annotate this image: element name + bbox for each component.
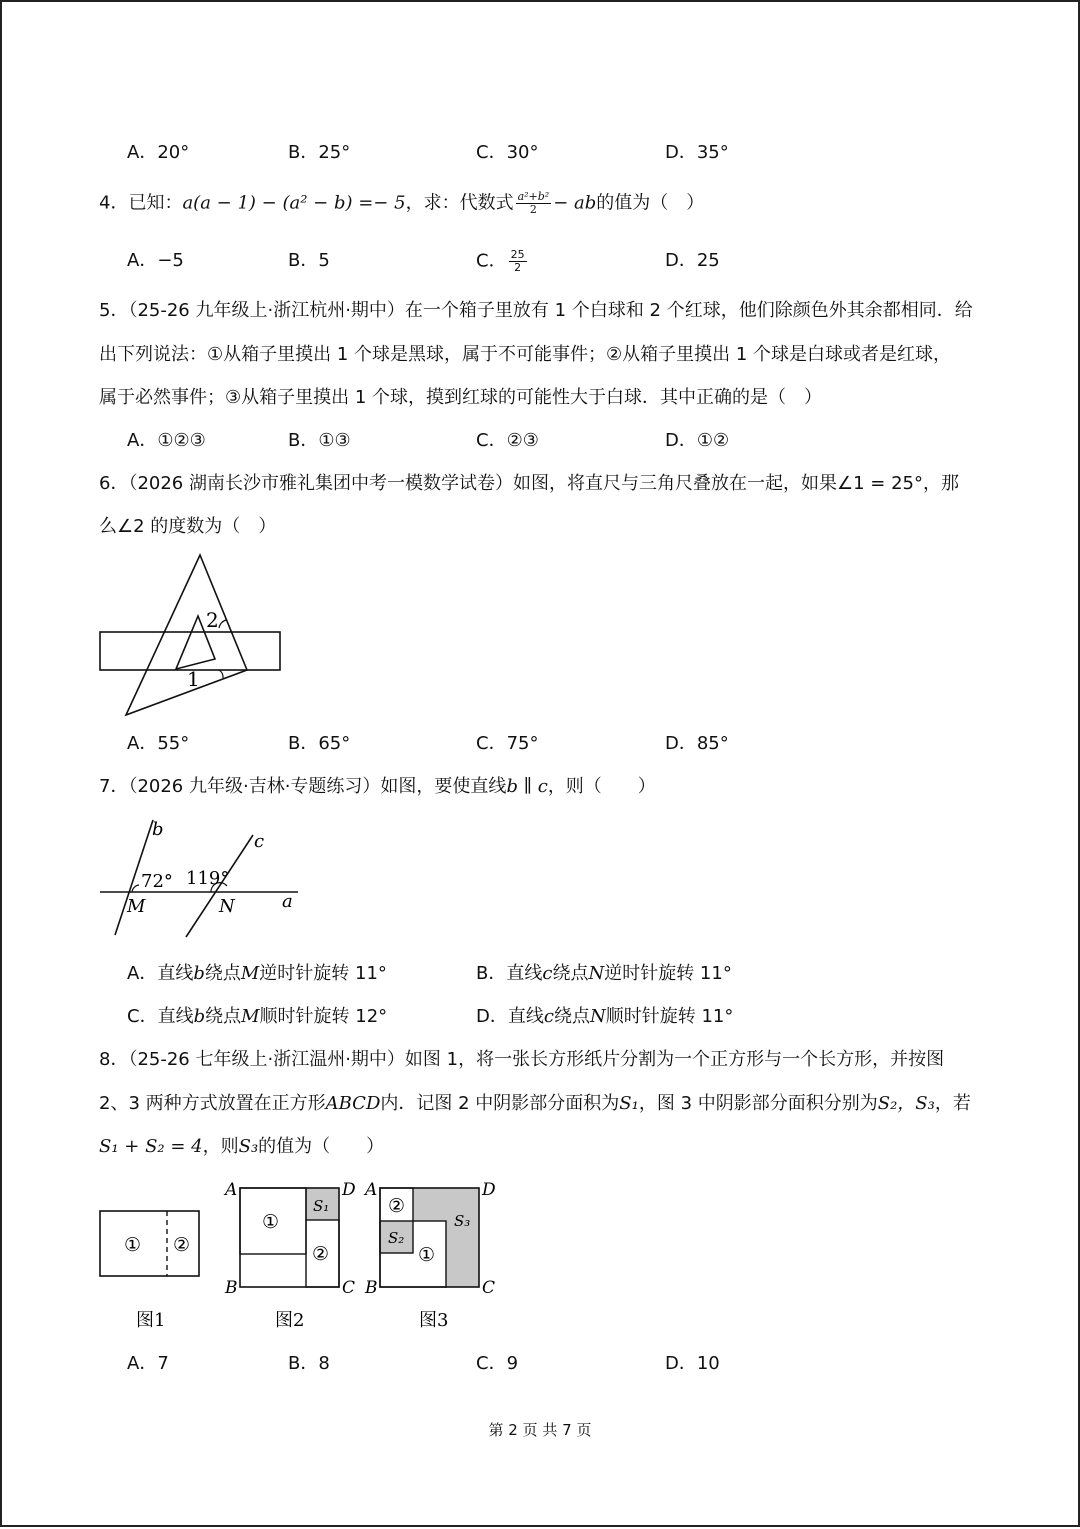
q4-fraction-denominator: 2 bbox=[529, 203, 537, 216]
q4-prefix: 已知： bbox=[128, 192, 183, 214]
fig2-label-s1: S₁ bbox=[313, 1197, 330, 1215]
page-footer: 第 2 页 共 7 页 bbox=[488, 1421, 592, 1439]
q6-option-c[interactable]: C．75° bbox=[476, 733, 539, 754]
q8-line-2-a: 2、3 两种方式放置在正方形 bbox=[99, 1093, 326, 1114]
q8-line-1: 8．（25-26 七年级上·浙江温州·期中）如图 1，将一张长方形纸片分割为一个正方形与一个长方形，并按图 bbox=[99, 1049, 945, 1070]
q7-option-a-var2: M bbox=[240, 963, 260, 984]
fig2-caption: 图2 bbox=[275, 1310, 305, 1331]
q3-option-a[interactable]: A．20° bbox=[127, 142, 190, 163]
q8-line-2-c: ，图 3 中阴影部分面积分别为 bbox=[638, 1093, 878, 1114]
q7-option-c-var1: b bbox=[193, 1006, 206, 1027]
q6-option-a[interactable]: A．55° bbox=[127, 733, 190, 754]
label-angle-119: 119° bbox=[186, 868, 230, 889]
q8-option-b[interactable]: B．8 bbox=[288, 1353, 330, 1374]
q8-option-d[interactable]: D．10 bbox=[665, 1353, 720, 1374]
label-c: c bbox=[254, 831, 265, 852]
q8-line-2-b: 内．记图 2 中阴影部分面积为 bbox=[380, 1093, 620, 1114]
q8-s3: S₃ bbox=[238, 1136, 259, 1157]
q7-option-d-mid: 绕点 bbox=[553, 1006, 590, 1027]
q7-option-d-pre: D．直线 bbox=[476, 1006, 544, 1027]
q7-option-c-mid: 绕点 bbox=[205, 1006, 242, 1027]
fig1-label-1: ① bbox=[124, 1234, 142, 1256]
label-b: b bbox=[152, 819, 164, 840]
q4-option-a[interactable]: A．−5 bbox=[127, 250, 184, 271]
q8-s2-s3: S₂，S₃ bbox=[877, 1093, 935, 1114]
q8-line-3-suffix: 的值为（ ） bbox=[258, 1136, 385, 1157]
q7-option-c-var2: M bbox=[241, 1006, 260, 1027]
q3-option-d[interactable]: D．35° bbox=[665, 142, 729, 163]
q3-option-c[interactable]: C．30° bbox=[476, 142, 539, 163]
q7-option-c-pre: C．直线 bbox=[127, 1006, 194, 1027]
q8-condition: S₁ + S₂ = 4 bbox=[99, 1136, 203, 1157]
q7-option-d-post: 顺时针旋转 11° bbox=[605, 1006, 734, 1027]
q4-option-b[interactable]: B．5 bbox=[288, 250, 330, 271]
q7-option-b-pre: B．直线 bbox=[476, 963, 543, 984]
q6-line-2: 么∠2 的度数为（ ） bbox=[99, 516, 277, 537]
fig2-vertex-c: C bbox=[342, 1278, 356, 1298]
fig3-label-2: ② bbox=[388, 1195, 406, 1217]
fig3-vertex-c: C bbox=[482, 1278, 496, 1298]
q5-option-d[interactable]: D．①② bbox=[665, 430, 730, 451]
q4-option-d[interactable]: D．25 bbox=[665, 250, 720, 271]
fig3-vertex-a: A bbox=[365, 1180, 378, 1200]
q7-option-d-var1: c bbox=[543, 1006, 554, 1027]
q8-option-c[interactable]: C．9 bbox=[476, 1353, 519, 1374]
q4-option-c-label: C． bbox=[476, 250, 507, 272]
fig3-vertex-d: D bbox=[482, 1180, 496, 1200]
fig3-vertex-b: B bbox=[365, 1278, 378, 1298]
q5-line-3: 属于必然事件；③从箱子里摸出 1 个球，摸到红球的可能性大于白球．其中正确的是（ ） bbox=[99, 387, 823, 408]
q4-expression: a(a − 1) − (a² − b) =− 5 bbox=[182, 192, 406, 214]
q6-option-d[interactable]: D．85° bbox=[665, 733, 729, 754]
fig2-vertex-b: B bbox=[225, 1278, 238, 1298]
q4-option-c-denominator: 2 bbox=[514, 261, 522, 274]
label-N: N bbox=[219, 896, 235, 917]
q7-option-a-pre: A．直线 bbox=[127, 963, 194, 984]
q4-suffix: 的值为（ ） bbox=[596, 192, 705, 214]
q5-line-1: 5．（25-26 九年级上·浙江杭州·期中）在一个箱子里放有 1 个白球和 2 个红球，他们除颜色外其余都相同．给 bbox=[99, 300, 973, 321]
q8-line-3-mid: ，则 bbox=[202, 1136, 239, 1157]
fig2-vertex-a: A bbox=[225, 1180, 238, 1200]
fig3-label-1: ① bbox=[418, 1244, 436, 1266]
q8-option-a[interactable]: A．7 bbox=[127, 1353, 169, 1374]
q7-option-b-mid: 绕点 bbox=[552, 963, 589, 984]
label-M: M bbox=[127, 896, 146, 917]
q7-option-a-mid: 绕点 bbox=[204, 963, 241, 984]
q4-mid-text: ，求：代数式 bbox=[405, 192, 514, 214]
q7-prefix: 7．（2026 九年级·吉林·专题练习）如图，要使直线 bbox=[99, 776, 507, 797]
q8-figures bbox=[2, 2, 1080, 1529]
q7-option-a-var1: b bbox=[193, 963, 205, 984]
q7-option-b-post: 逆时针旋转 11° bbox=[604, 963, 732, 984]
q5-option-c[interactable]: C．②③ bbox=[476, 430, 539, 451]
q7-option-c-post: 顺时针旋转 12° bbox=[259, 1006, 388, 1027]
fig1-caption: 图1 bbox=[136, 1310, 166, 1331]
q8-line-2-d: ，若 bbox=[934, 1093, 971, 1114]
label-angle-72: 72° bbox=[141, 871, 173, 892]
q8-square-abcd: ABCD bbox=[325, 1093, 381, 1114]
q7-option-a-post: 逆时针旋转 11° bbox=[259, 963, 387, 984]
fig2-vertex-d: D bbox=[342, 1180, 356, 1200]
angle-label-2: 2 bbox=[206, 608, 219, 632]
q4-expression-2: − ab bbox=[553, 192, 597, 214]
q5-line-2: 出下列说法：①从箱子里摸出 1 个球是黑球，属于不可能事件；②从箱子里摸出 1 个球是白球或者是红球， bbox=[99, 344, 952, 365]
fig3-label-s3: S₃ bbox=[454, 1212, 471, 1230]
q7-suffix: ，则（ ） bbox=[547, 776, 656, 797]
q5-option-b[interactable]: B．①③ bbox=[288, 430, 351, 451]
q3-option-b[interactable]: B．25° bbox=[288, 142, 351, 163]
fig2-label-2: ② bbox=[312, 1243, 330, 1265]
fig3-label-s2: S₂ bbox=[388, 1229, 405, 1247]
label-a: a bbox=[282, 891, 293, 912]
q7-expression: b ∥ c bbox=[506, 776, 548, 797]
q5-option-a[interactable]: A．①②③ bbox=[127, 430, 206, 451]
q7-option-b-var1: c bbox=[542, 963, 553, 984]
q7-option-d-var2: N bbox=[589, 1006, 606, 1027]
fig3-caption: 图3 bbox=[419, 1310, 449, 1331]
fig1-label-2: ② bbox=[173, 1234, 191, 1256]
q8-s1: S₁ bbox=[619, 1093, 639, 1114]
q4-fraction-numerator: a²+b² bbox=[517, 190, 550, 203]
angle-label-1: 1 bbox=[187, 667, 200, 691]
fig2-label-1: ① bbox=[262, 1211, 280, 1233]
q4-number: 4． bbox=[99, 192, 129, 214]
q6-line-1: 6．（2026 湖南长沙市雅礼集团中考一模数学试卷）如图，将直尺与三角尺叠放在一起，如果∠1 = 25°，那 bbox=[99, 473, 959, 494]
q6-option-b[interactable]: B．65° bbox=[288, 733, 351, 754]
q7-option-b-var2: N bbox=[588, 963, 605, 984]
q4-option-c-numerator: 25 bbox=[510, 248, 525, 261]
